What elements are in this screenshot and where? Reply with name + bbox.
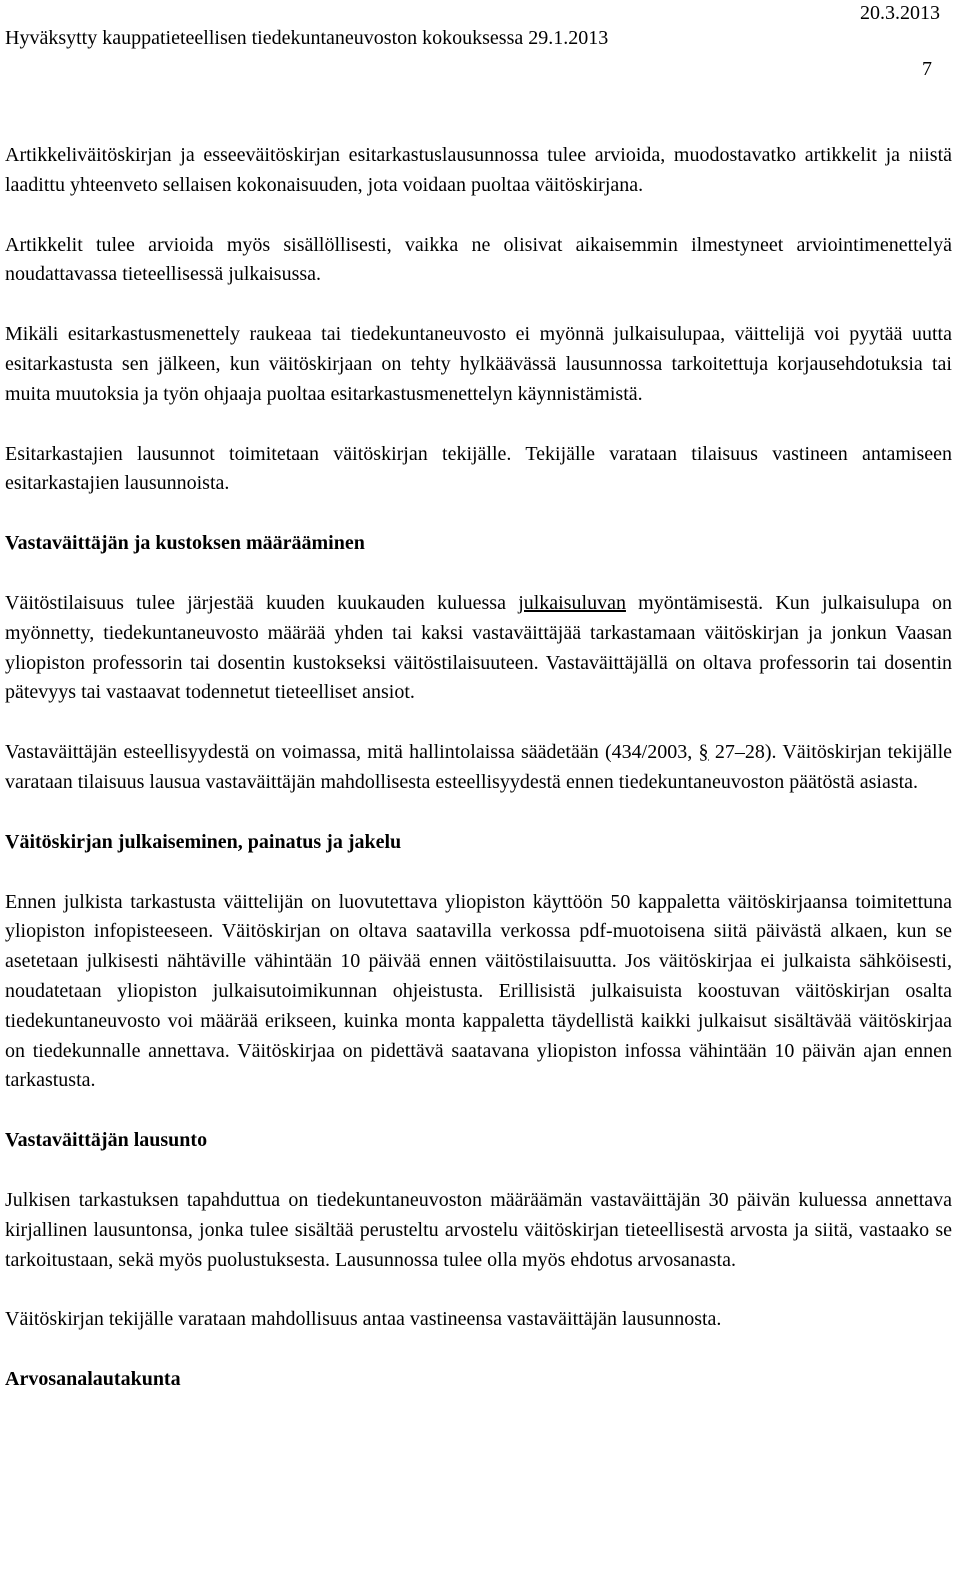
paragraph-opponent-statement: Julkisen tarkastuksen tapahduttua on tiedekuntaneuvoston määräämän vastaväittäjän 30 päivän kuluessa annettava kirjallinen lausuntonsa, jonka tulee sisältää perusteltu arvostelu väitöskirjan tieteellisestä arvosta ja siitä, vastaako se tarkoitustaan, sekä myös puolustuksesta. Lausunnossa tulee olla myös ehdotus arvosanasta. <box>5 1188 952 1271</box>
paragraph-article-evaluation: Artikkelit tulee arvioida myös sisällöllisesti, vaikka ne olisivat aikaisemmin ilmestyneet arviointimenettelyä noudattavassa tieteellisessä julkaisussa. <box>5 233 952 286</box>
paragraph-defence-schedule <box>5 589 952 708</box>
heading-publication-printing: Väitöskirjan julkaiseminen, painatus ja jakelu <box>5 830 402 853</box>
page-number: 7 <box>922 58 932 80</box>
paragraph-author-response: Väitöskirjan tekijälle varataan mahdollisuus antaa vastineensa vastaväittäjän lausunnosta. <box>5 1308 722 1331</box>
publication-permit-link[interactable]: julkaisuluvan <box>518 591 626 614</box>
heading-grading-committee: Arvosanalautakunta <box>5 1368 181 1391</box>
paragraph-article-dissertation: Artikkeliväitöskirjan ja esseeväitöskirjan esitarkastuslausunnossa tulee arvioida, muodostavatko artikkelit ja niistä laadittu yhteenveto sellaisen kokonaisuuden, jota voidaan puoltaa väitöskirjana. <box>5 144 952 196</box>
document-body <box>5 141 952 1425</box>
paragraph-text: Väitöstilaisuus tulee järjestää kuuden kuukauden kuluessa <box>5 591 519 614</box>
paragraph-new-preexamination: Mikäli esitarkastusmenettely raukeaa tai tiedekuntaneuvosto ei myönnä julkaisulupaa, väittelijä voi pyytää uutta esitarkastusta sen jälkeen, kun väitöskirjaan on tehty hylkäävässä lausunnossa tarkoitettuja korjausehdotuksia tai muita muutoksia ja työn ohjaaja puoltaa esitarkastusmenettelyn käynnistämistä. <box>5 323 952 405</box>
paragraph-text: 27–28). Väitöskirjan tekijälle varataan tilaisuus lausua vastaväittäjän mahdollisesta esteellisyydestä ennen tiedekuntaneuvoston päätöstä asiasta. <box>5 741 952 793</box>
paragraph-text: Vastaväittäjän esteellisyydestä on voimassa, mitä hallintolaissa säädetään (434/2003, <box>5 741 699 764</box>
heading-opponent-custos: Vastaväittäjän ja kustoksen määrääminen <box>5 532 365 555</box>
header-title: Hyväksytty kauppatieteellisen tiedekuntaneuvoston kokouksessa 29.1.2013 <box>5 27 609 49</box>
paragraph-preexaminer-statements: Esitarkastajien lausunnot toimitetaan väitöskirjan tekijälle. Tekijälle varataan tilaisuus vastineen antamiseen esitarkastajien lausunnoista. <box>5 442 952 495</box>
heading-opponent-statement: Vastaväittäjän lausunto <box>5 1129 208 1152</box>
paragraph-copies-distribution: Ennen julkista tarkastusta väittelijän on luovutettava yliopiston käyttöön 50 kappaletta väitöskirjaansa toimitettuna yliopiston infopisteeseen. Väitöskirjan on oltava saatavilla verkossa pdf-muotoisena siitä päivästä alkaen, kun se asetetaan julkisesti nähtäville vähintään 10 päivää ennen väitöstilaisuutta. Jos väitöskirjaa ei julkaista sähköisesti, noudatetaan yliopiston julkaisutoimikunnan ohjeistusta. Erillisistä julkaisuista koostuvan väitöskirjan osalta tiedekuntaneuvosto voi määrää erikseen, kuinka monta kappaletta täydellistä kaikki julkaisut sisältävää väitöskirjaa on tiedekunnalle annettava. Väitöskirjaa on pidettävä saatavana yliopiston infossa vähintään 10 päivän ajan ennen tarkastusta. <box>5 890 952 1092</box>
paragraph-opponent-disqualification <box>5 738 952 798</box>
header-date: 20.3.2013 <box>860 2 940 24</box>
paragraph-text: myöntämisestä. Kun julkaisulupa on myönnetty, tiedekuntaneuvosto määrää yhden tai kaksi vastaväittäjää tarkastamaan väitöskirjan ja jonkun Vaasan yliopiston professorin tai dosentin kustokseksi väitöstilaisuuteen. Vastaväittäjällä on oltava professorin tai dosentin pätevyys tai vastaavat todennetut tieteelliset ansiot. <box>5 591 953 704</box>
section-sign-link[interactable]: § <box>698 741 709 764</box>
